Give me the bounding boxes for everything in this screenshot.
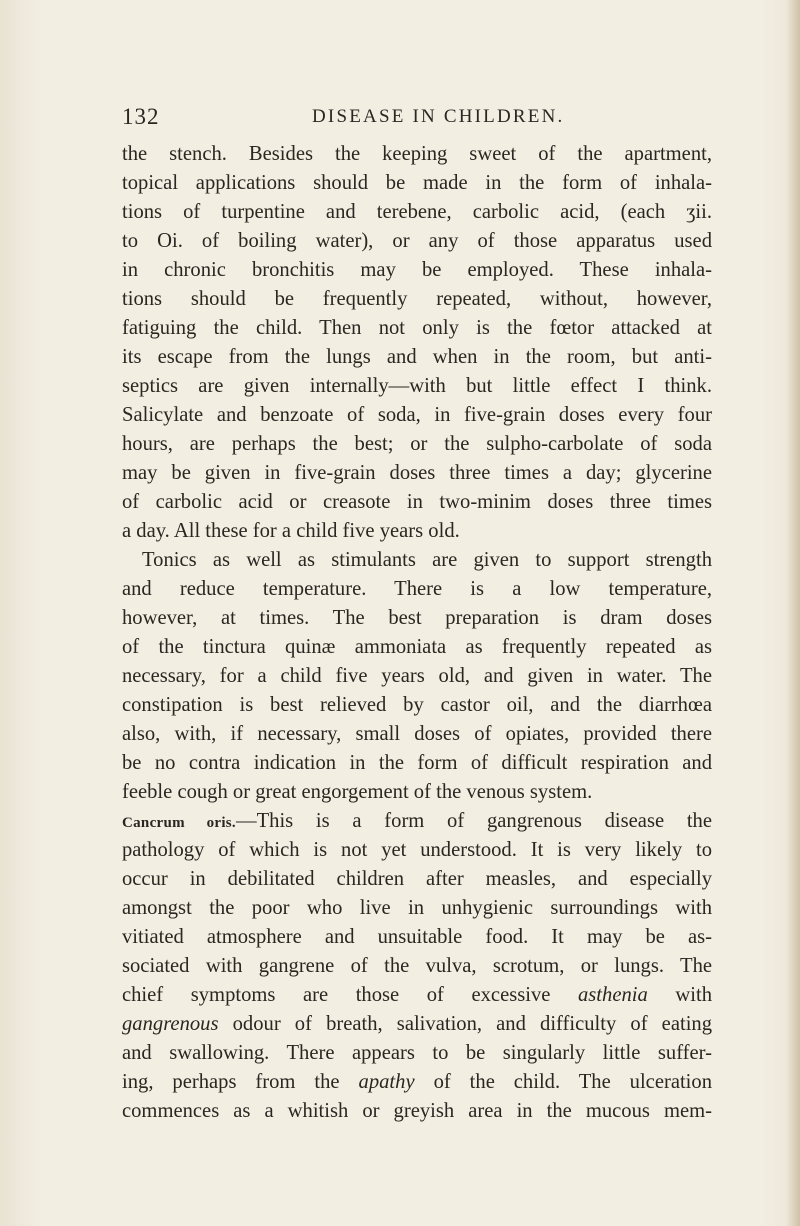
- text-line: also, with, if necessary, small doses of opiates, provided there: [122, 723, 712, 745]
- italic-term: asthenia: [578, 984, 648, 1006]
- text-line: [122, 807, 712, 836]
- text-run: odour of breath, salivation, and difficulty of eating: [232, 1013, 713, 1035]
- text-line: tions should be frequently repeated, without, however,: [122, 288, 712, 310]
- text-line: be no contra indication in the form of difficult respiration and: [122, 752, 712, 774]
- text-line: may be given in five-grain doses three times a day; glycerine: [122, 462, 712, 484]
- text-line: necessary, for a child five years old, and given in water. The: [122, 665, 712, 687]
- page-number: 132: [122, 104, 160, 129]
- text-line: fatiguing the child. Then not only is the fœtor attacked at: [122, 317, 712, 339]
- text-line: [122, 1010, 712, 1039]
- text-line: the stench. Besides the keeping sweet of the apartment,: [122, 143, 712, 165]
- text-run: —This is a form of gangrenous disease the: [235, 810, 712, 832]
- text-line: amongst the poor who live in unhygienic surroundings with: [122, 897, 712, 919]
- italic-term: gangrenous: [122, 1013, 219, 1035]
- running-head: DISEASE IN CHILDREN.: [312, 106, 565, 127]
- text-line: of the tinctura quinæ ammoniata as frequently repeated as: [122, 636, 712, 658]
- text-line: Tonics as well as stimulants are given to support strength: [142, 549, 712, 571]
- text-line: pathology of which is not yet understood. It is very likely to: [122, 839, 712, 861]
- text-line: a day. All these for a child five years old.: [122, 520, 460, 542]
- page-fold-shadow: [786, 0, 800, 1226]
- text-run: of the child. The ulceration: [433, 1071, 712, 1093]
- text-line: Salicylate and benzoate of soda, in five-grain doses every four: [122, 404, 712, 426]
- text-run: with: [675, 984, 713, 1006]
- text-line: [122, 1068, 712, 1097]
- text-line: septics are given internally—with but little effect I think.: [122, 375, 712, 397]
- text-line: constipation is best relieved by castor oil, and the diarrhœa: [122, 694, 712, 716]
- text-line: hours, are perhaps the best; or the sulpho-carbolate of soda: [122, 433, 712, 455]
- text-line: commences as a whitish or greyish area in the mucous mem-: [122, 1100, 712, 1122]
- text-line: in chronic bronchitis may be employed. These inhala-: [122, 259, 712, 281]
- text-line: feeble cough or great engorgement of the venous system.: [122, 781, 593, 803]
- text-line: occur in debilitated children after measles, and especially: [122, 868, 712, 890]
- text-line: and reduce temperature. There is a low temperature,: [122, 578, 712, 600]
- italic-term: apathy: [358, 1071, 415, 1093]
- text-line: of carbolic acid or creasote in two-minim doses three times: [122, 491, 712, 513]
- body-text: [122, 140, 712, 1126]
- text-line: tions of turpentine and terebene, carbolic acid, (each ʒii.: [122, 201, 712, 223]
- section-heading: Cancrum oris.: [122, 815, 236, 831]
- text-line: vitiated atmosphere and unsuitable food. It may be as-: [122, 926, 712, 948]
- text-line: sociated with gangrene of the vulva, scrotum, or lungs. The: [122, 955, 712, 977]
- text-run: chief symptoms are those of excessive: [122, 984, 551, 1006]
- text-line: its escape from the lungs and when in the room, but anti-: [122, 346, 712, 368]
- text-line: and swallowing. There appears to be singularly little suffer-: [122, 1042, 712, 1064]
- text-line: to Oi. of boiling water), or any of those apparatus used: [122, 230, 712, 252]
- text-line: [122, 981, 712, 1010]
- text-run: ing, perhaps from the: [122, 1071, 340, 1093]
- page-header: [122, 104, 710, 134]
- text-line: however, at times. The best preparation is dram doses: [122, 607, 712, 629]
- text-line: topical applications should be made in the form of inhala-: [122, 172, 712, 194]
